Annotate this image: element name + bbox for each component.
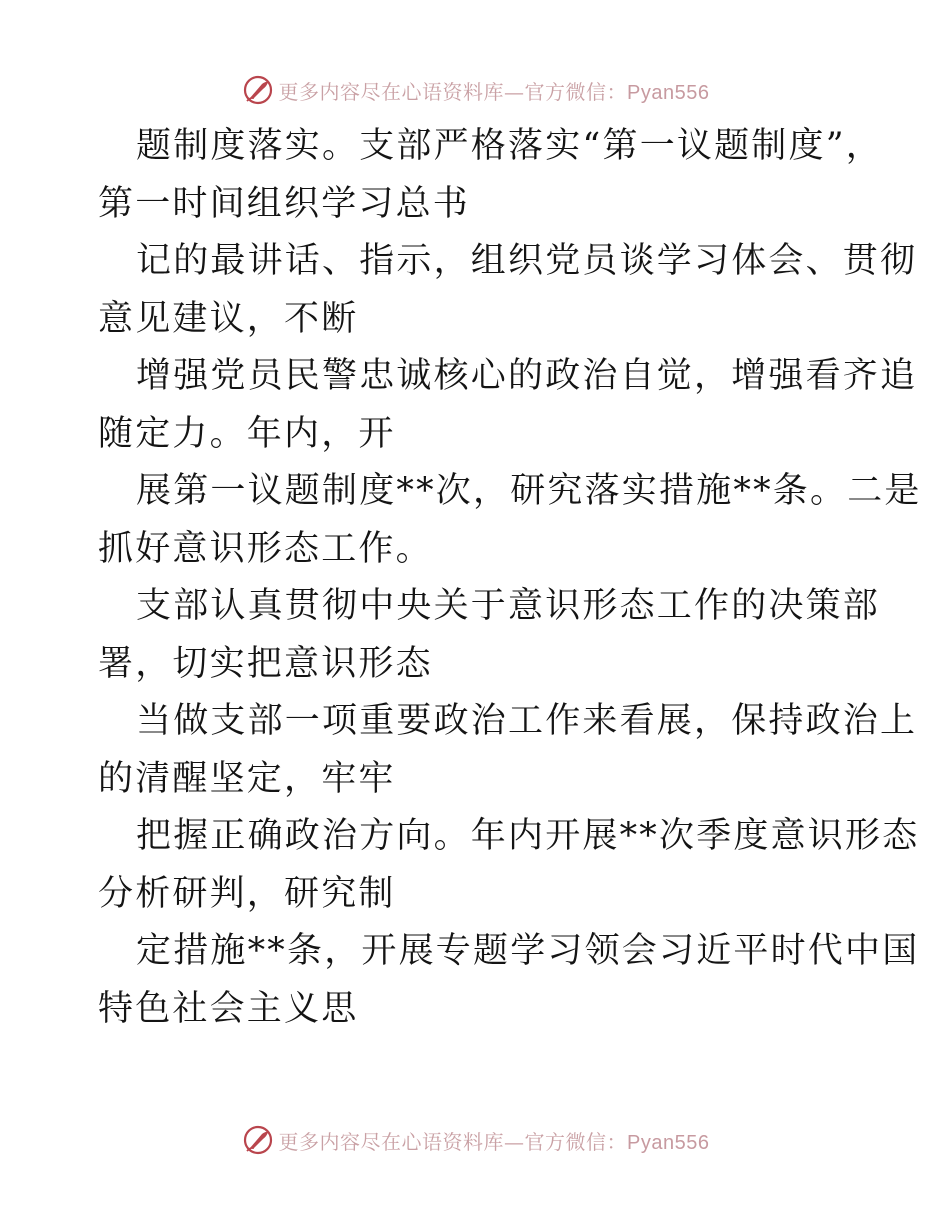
body-line: 的清醒坚定，牢牢 bbox=[98, 758, 396, 799]
body-line: 支部认真贯彻中央关于意识形态工作的决策部 bbox=[136, 586, 881, 626]
body-line: 第一时间组织学习总书 bbox=[98, 183, 471, 224]
body-line: 增强党员民警忠诚核心的政治自觉，增强看齐追 bbox=[136, 356, 918, 396]
watermark-text: 更多内容尽在心语资料库—官方微信：Pyan556 bbox=[278, 79, 710, 104]
body-line: 特色社会主义思 bbox=[98, 988, 359, 1029]
document-body bbox=[98, 118, 922, 1038]
body-line: 分析研判，研究制 bbox=[98, 873, 396, 914]
body-line: 意见建议，不断 bbox=[98, 298, 359, 339]
body-line: 随定力。年内，开 bbox=[98, 413, 396, 454]
watermark-text: 更多内容尽在心语资料库—官方微信：Pyan556 bbox=[278, 1129, 710, 1154]
body-line: 题制度落实。支部严格落实“第一议题制度”， bbox=[136, 126, 883, 166]
footer-watermark bbox=[0, 1120, 950, 1160]
body-line: 抓好意识形态工作。 bbox=[98, 528, 433, 569]
header-watermark bbox=[0, 70, 950, 110]
body-line: 当做支部一项重要政治工作来看展，保持政治上 bbox=[136, 701, 918, 741]
body-line: 署，切实把意识形态 bbox=[98, 643, 433, 684]
body-line: 定措施**条，开展专题学习领会习近平时代中国 bbox=[136, 931, 920, 971]
quill-logo-icon bbox=[241, 1123, 275, 1157]
body-line: 记的最讲话、指示，组织党员谈学习体会、贯彻 bbox=[136, 241, 918, 281]
body-line: 把握正确政治方向。年内开展**次季度意识形态 bbox=[136, 816, 920, 856]
watermark-wechat-id: Pyan556 bbox=[627, 1131, 710, 1154]
quill-logo-icon bbox=[241, 73, 275, 107]
watermark-wechat-id: Pyan556 bbox=[627, 81, 710, 104]
body-line: 展第一议题制度**次，研究落实措施**条。二是 bbox=[136, 471, 922, 511]
